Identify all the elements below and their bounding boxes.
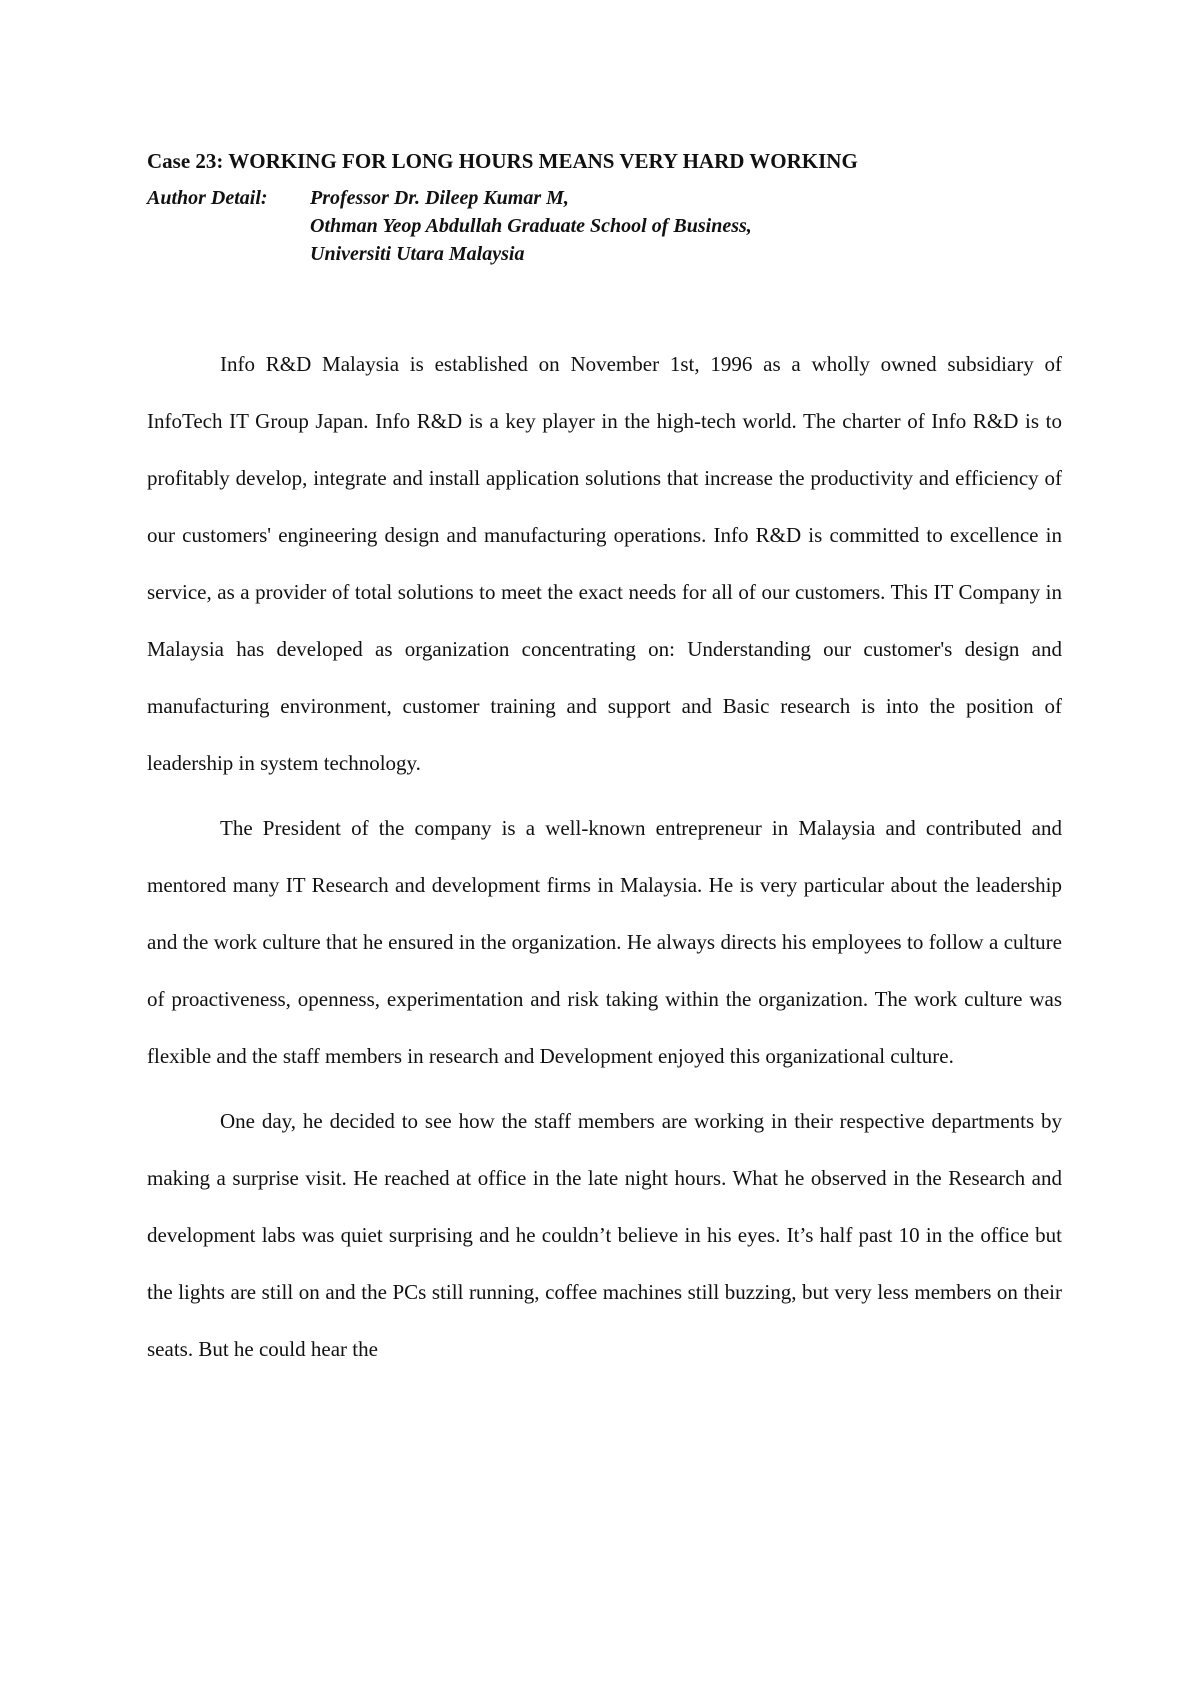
author-detail [147,184,1062,268]
author-row [147,184,1062,268]
case-title: Case 23: WORKING FOR LONG HOURS MEANS VERY HARD WORKING [147,149,858,173]
author-detail-label: Author Detail: [147,187,268,209]
paragraph-surprise-visit: One day, he decided to see how the staff members are working in their respective departments by making a surprise visit. He reached at office in the late night hours. What he observed in the Research and development labs was quiet surprising and he couldn’t believe in his eyes. It’s half past 10 in the office but the lights are still on and the PCs still running, coffee machines still buzzing, but very less members on their seats. But he could hear the [147,1109,1062,1361]
paragraph-company-overview: Info R&D Malaysia is established on November 1st, 1996 as a wholly owned subsidiary of InfoTech IT Group Japan. Info R&D is a key player in the high-tech world. The charter of Info R&D is to profitably develop, integrate and install application solutions that increase the productivity and efficiency of our customers' engineering design and manufacturing operations. Info R&D is committed to excellence in service, as a provider of total solutions to meet the exact needs for all of our customers. This IT Company in Malaysia has developed as organization concentrating on: Understanding our customer's design and manufacturing environment, customer training and support and Basic research is into the position of leadership in system technology. [147,352,1062,775]
author-affiliation [310,184,1062,268]
author-school: Othman Yeop Abdullah Graduate School of Business, [310,215,752,237]
author-name: Professor Dr. Dileep Kumar M, [310,187,569,209]
paragraph-president-culture: The President of the company is a well-known entrepreneur in Malaysia and contributed and mentored many IT Research and development firms in Malaysia. He is very particular about the leadership and the work culture that he ensured in the organization. He always directs his employees to follow a culture of proactiveness, openness, experimentation and risk taking within the organization. The work culture was flexible and the staff members in research and Development enjoyed this organizational culture. [147,816,1062,1068]
case-body [147,336,1062,1378]
document-content [147,146,1062,1386]
author-university: Universiti Utara Malaysia [310,243,525,265]
